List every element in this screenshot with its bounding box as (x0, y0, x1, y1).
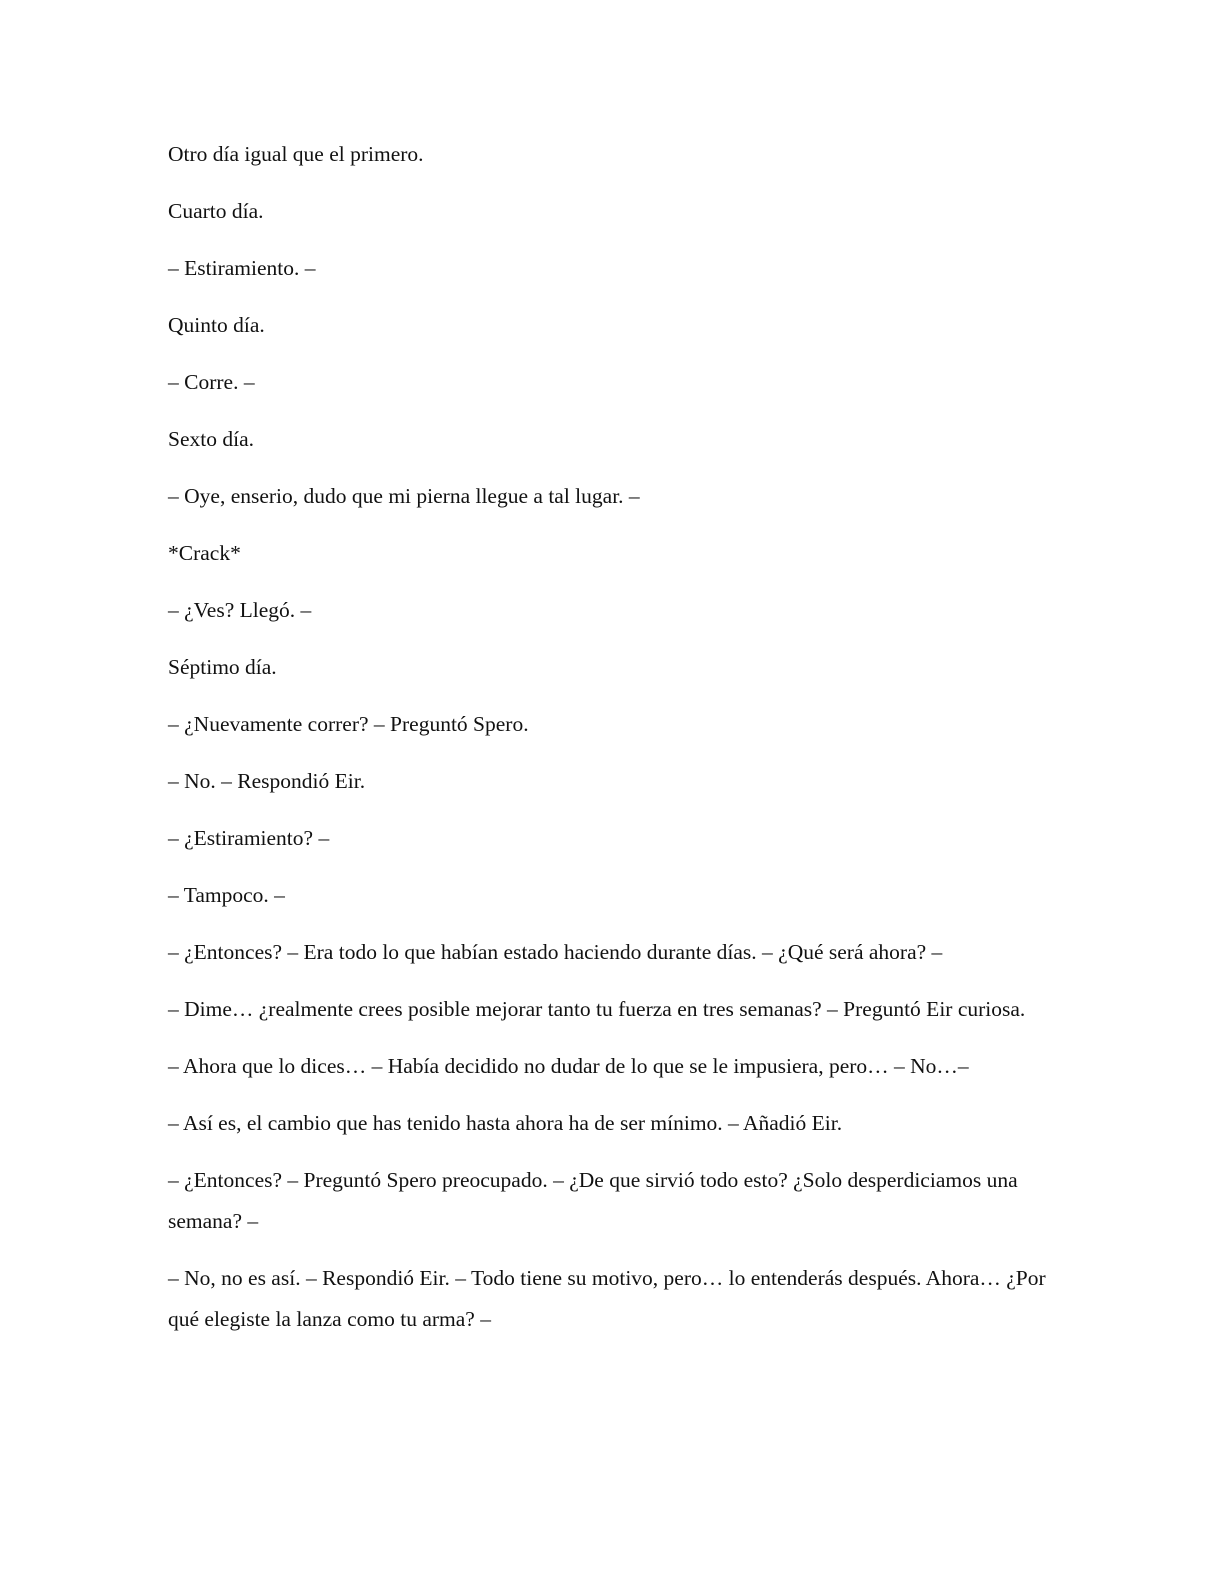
paragraph: – Dime… ¿realmente crees posible mejorar tanto tu fuerza en tres semanas? – Preguntó Eir curiosa. (168, 997, 1026, 1021)
paragraph: – ¿Estiramiento? – (168, 826, 330, 850)
paragraph: Séptimo día. (168, 655, 277, 679)
paragraph: – No, no es así. – Respondió Eir. – Todo tiene su motivo, pero… lo entenderás después. Ahora… ¿Por qué elegiste la lanza como tu arma? – (168, 1266, 1046, 1331)
paragraph: – ¿Nuevamente correr? – Preguntó Spero. (168, 712, 529, 736)
paragraph: – ¿Entonces? – Era todo lo que habían estado haciendo durante días. – ¿Qué será ahora? – (168, 940, 943, 964)
paragraph: Otro día igual que el primero. (168, 142, 424, 166)
paragraph: – Corre. – (168, 370, 255, 394)
paragraph: – No. – Respondió Eir. (168, 769, 366, 793)
paragraph: – Ahora que lo dices… – Había decidido no dudar de lo que se le impusiera, pero… – No…– (168, 1054, 969, 1078)
paragraph: – Así es, el cambio que has tenido hasta ahora ha de ser mínimo. – Añadió Eir. (168, 1111, 843, 1135)
paragraph: – ¿Ves? Llegó. – (168, 598, 312, 622)
paragraph: Sexto día. (168, 427, 254, 451)
paragraph: Quinto día. (168, 313, 265, 337)
paragraph: – ¿Entonces? – Preguntó Spero preocupado. – ¿De que sirvió todo esto? ¿Solo desperdiciamos una semana? – (168, 1168, 1018, 1233)
paragraph: – Tampoco. – (168, 883, 285, 907)
paragraph: – Oye, enserio, dudo que mi pierna llegue a tal lugar. – (168, 484, 640, 508)
paragraph: Cuarto día. (168, 199, 264, 223)
paragraph: – Estiramiento. – (168, 256, 316, 280)
document-body (168, 134, 1048, 1356)
paragraph: *Crack* (168, 541, 241, 565)
